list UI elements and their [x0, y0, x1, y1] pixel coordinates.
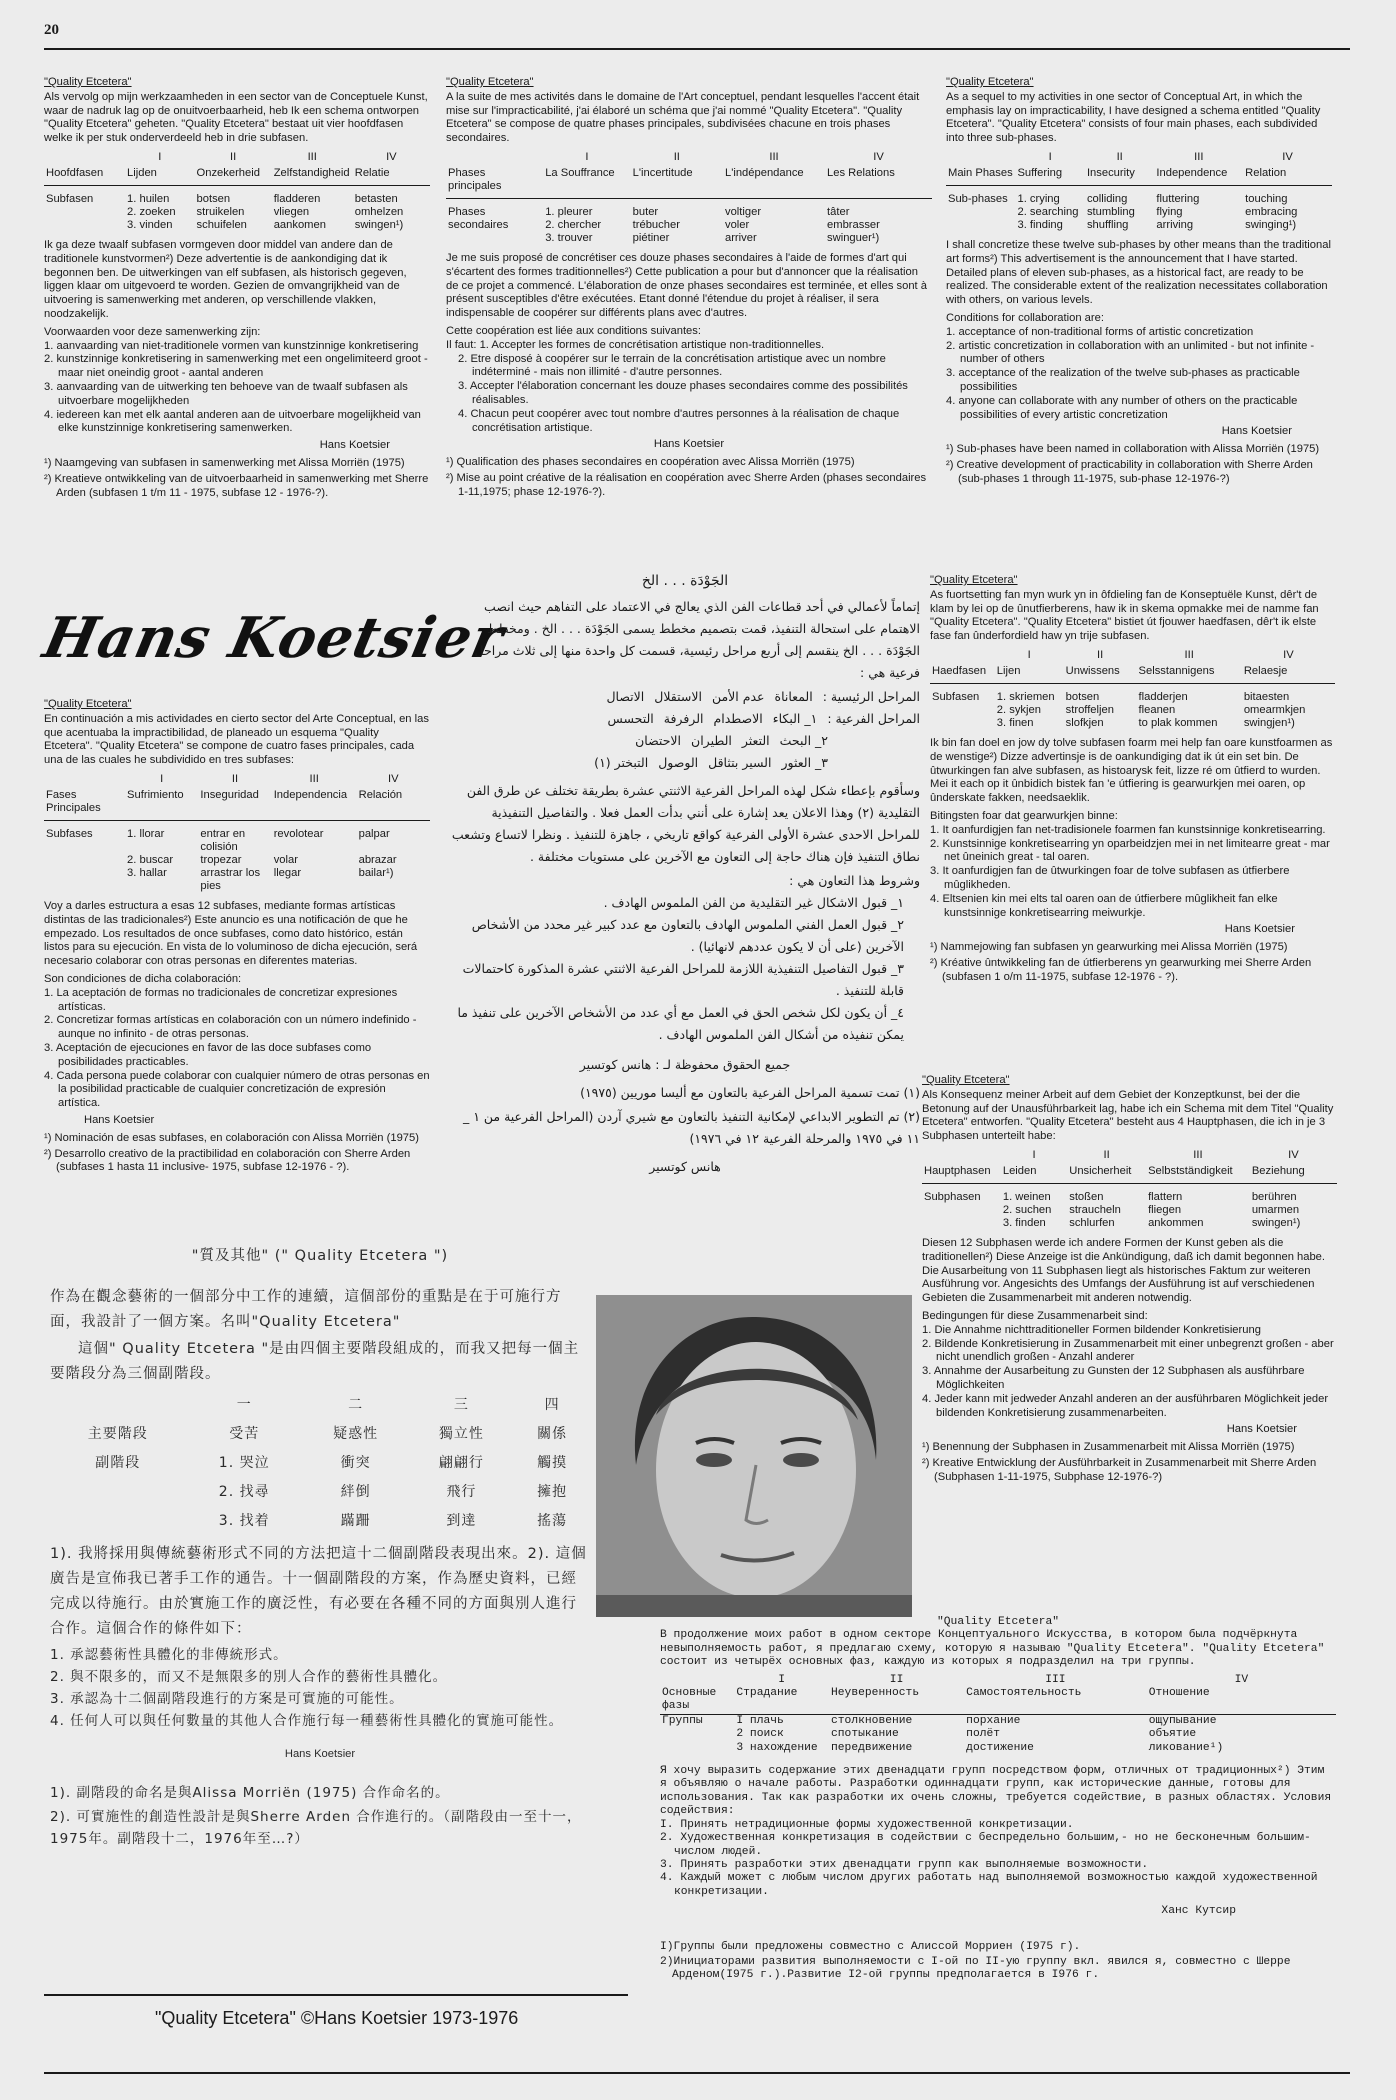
sub-phase: ١_ البكاء — [772, 711, 818, 726]
footnote: (٢) تم التطوير الابداعي لإمكانية التنفيذ بالتعاون مع شيري آردن (المراحل الفرعية من ١ _ ١١ في ١٩٧٥ والمرحلة الفرعية ١٢ في ١٩٧٦) — [462, 1109, 920, 1146]
sub-phases: revolotear volar llegar — [273, 827, 324, 879]
condition: 2. Kunstsinnige konkretisearring yn oparbeidzjen mei in net limitearre great - mar net ûneinich great - tal oaren. — [930, 837, 1330, 864]
portrait-illustration — [596, 1295, 912, 1617]
footnote: 2)Инициаторами развития выполняемости с I-ой по II-ую группу вкл. явился я, совместно с Шерре Арденом(I975 г.).Развитие I2-ой группы предполагается в I976 г. — [660, 1955, 1291, 1982]
main-label: Haedfasen — [930, 665, 995, 684]
phase-table — [44, 151, 430, 232]
section-title: "Quality Etcetera" — [44, 698, 132, 710]
condition: 1. acceptance of non-traditional forms of artistic concretization — [946, 325, 1254, 338]
sub-phases: colliding stumbling shuffling — [1086, 192, 1135, 231]
sub-phases: entrar en colisión tropezar arrastrar los pies — [200, 827, 261, 892]
sub-phases: betasten omhelzen swingen¹) — [354, 192, 404, 231]
sub-phase: السير بتثاقل — [708, 755, 772, 770]
sub-phases: voltiger voler arriver — [724, 205, 762, 244]
phase-table — [922, 1149, 1337, 1230]
intro: В продолжение моих работ в одном секторе Концептуального Искусства, в котором была подчёркнута невыполняемость работ, я предлагаю схему, которую я называю "Quality Etcetera". "Quality Etcetera" состоит из четырёх основных фаз, каждую из которых я подразделил на три группы. — [660, 1629, 1325, 1669]
numeral: I — [778, 1673, 786, 1686]
condition: 4. Jeder kann mit jedweder Anzahl anderen an der ausführbaren Möglichkeit jeder bildenden Konkretisierung zusammenarbeiten. — [922, 1392, 1329, 1419]
main-phase: Самостоятельность — [964, 1687, 1147, 1714]
condition: ١_ قبول الاشكال غير التقليدية من الفن الملموس الهادف . — [603, 895, 904, 910]
condition: 1. 承認藝術性具體化的非傳統形式。 — [50, 1647, 288, 1663]
main-phase: La Souffrance — [543, 167, 630, 199]
signature-script: Hans Koetsier — [37, 605, 510, 671]
numeral: II — [231, 772, 239, 785]
body-text: Voy a darles estructura a esas 12 subfases, mediante formas artísticas distintas de las tradicionales²) Este anuncio es una notificación de que he empezado. Los resultados de once subfases, como dato histórico, están listos para su ejecución. En vista de lo voluminoso de dicha ejecución, será necesario colaborar con otras personas en diferentes materias. — [44, 899, 418, 968]
section-russian — [660, 1616, 1336, 2056]
sub-phase: التحسس — [607, 711, 654, 726]
sub-phases: 1. crying 2. searching 3. finding — [1017, 192, 1079, 231]
main-phase: Lijden — [125, 167, 194, 186]
main-phase: Sufrimiento — [125, 789, 198, 821]
phase-table — [446, 151, 932, 245]
sub-phase: ٣_ العثور — [781, 755, 828, 770]
condition: 1. Die Annahme nichttraditioneller Formen bildender Konkretisierung — [922, 1323, 1261, 1336]
condition: I. Принять нетрадиционные формы художественной конкретизации. — [660, 1818, 1074, 1831]
numeral: I — [1048, 150, 1052, 163]
signature-text: Hans Koetsier — [319, 439, 390, 452]
numeral: 二 — [348, 1397, 364, 1413]
condition: 4. Eltsenien kin mei elts tal oaren oan de útfierbere mûglikheit fan elke kunstsinnige konkretisearring meiwurkje. — [930, 892, 1278, 919]
numeral: III — [1184, 648, 1194, 661]
body-text: Я хочу выразить содержание этих двенадцати групп посредством форм, отличных от традиционных²) Этим я объявляю о начале работы. Разработки одиннадцати групп, как исторические данные, готовы для использования. Так как разработки их очень сложны, требуется содействие, в разных областях. Условия содействия: — [660, 1765, 1332, 1818]
sub-phases: 1. llorar 2. buscar 3. hallar — [127, 827, 174, 879]
footnote: ¹) Benennung der Subphasen in Zusammenarbeit mit Alissa Morriën (1975) — [922, 1441, 1295, 1454]
sub-phase: التعثر — [741, 733, 770, 748]
section-german — [922, 1074, 1337, 1594]
main-phase: المعاناة — [774, 689, 813, 704]
sub-phases: 1. pleurer 2. chercher 3. trouver — [545, 205, 602, 244]
phase-table — [930, 649, 1335, 730]
sub-phase: 衝突 — [340, 1455, 371, 1471]
main-phase: Selsstannigens — [1137, 665, 1242, 684]
main-phase: Отношение — [1147, 1687, 1336, 1714]
main-phase: Leiden — [1001, 1165, 1067, 1184]
sub-phases: 1. skriemen 2. sykjen 3. finen — [996, 690, 1055, 729]
sub-phases-row — [450, 708, 920, 730]
main-phase: Suffering — [1015, 167, 1084, 186]
condition: 3. aanvaarding van de uitwerking ten behoeve van de twaalf subfasen als uitvoerbare mogelijkheden — [44, 380, 408, 407]
body-text: I shall concretize these twelve sub-phases by other means than the traditional art forms²) This advertisement is the announcement that I have started. Detailed plans of eleven sub-phases, as a historical fact, are ready to be realized. The considerable extent of the realization necessitates collaboration with others, on various levels. — [946, 238, 1331, 307]
condition: 3. 承認為十二個副階段進行的方案是可實施的可能性。 — [50, 1691, 404, 1707]
section-title: "質及其他" (" Quality Etcetera ") — [191, 1248, 449, 1264]
numeral: II — [1103, 1148, 1110, 1161]
copyright-footer: "Quality Etcetera" ©Hans Koetsier 1973-1976 — [155, 2008, 519, 2028]
phase-table — [44, 773, 430, 893]
sub-phases: botsen struikelen schuifelen — [196, 192, 247, 231]
intro: En continuación a mis actividades en cierto sector del Arte Conceptual, en las que acentuaba la impractibilidad, de planeado un esquema "Quality Etcetera". "Quality Etcetera" se compone de cuatro fases principales, cada una de las cuales he subdividido en tres subfases: — [44, 712, 429, 767]
section-arabic — [450, 570, 920, 1270]
section-english — [946, 76, 1332, 546]
body-text: Ik bin fan doel en jow dy tolve subfasen foarm mei help fan oare kunstfoarmen as de wenstige²) Dizze advertinsje is de oankundiging dat ik út ein set bin. De ûtwurkingen fan alve subfasen, as histoarysk feit, lizze ré om ûtfierd to wurden. Mei it each op it ûnbidich bistek fan 'e útfiering is gearwurkjen mei oaren, op ûnderskate fakken, needsaeklik. — [930, 736, 1333, 805]
footnote: ²) Creative development of practicability in collaboration with Sherre Arden (sub-phases 1 through 11-1975, sub-phase 12-1976-?) — [946, 458, 1313, 485]
condition: 1. aanvaarding van niet-traditionele vormen van kunstzinnige konkretisering — [44, 339, 419, 352]
footnote: ¹) Nominación de esas subfases, en colaboración con Alissa Morriën (1975) — [44, 1131, 419, 1144]
rights-line: جميع الحقوق محفوظة لـ : هانس كوتسير — [579, 1057, 791, 1072]
sub-phases: ощупывание объятие ликование¹) — [1148, 1714, 1224, 1754]
sub-phases: touching embracing swinging¹) — [1245, 192, 1298, 231]
footnote: ¹) Qualification des phases secondaires en coopération avec Alissa Morriën (1975) — [446, 456, 855, 469]
main-phase: 受苦 — [229, 1426, 260, 1442]
conditions-list — [44, 987, 430, 1111]
intro: As fuortsetting fan myn wurk yn in ôfdieling fan de Konseptuële Kunst, dêr't de klam by lei op de ûnutfierberens, haw ik in skema opmakke mei de namme fan "Quality Etcetera". "Quality Etcetera" bistiet út fjouwer haedfasen, dêr't ik elste fase fan ûnderfordield haw yn trije subfasen. — [930, 588, 1319, 643]
main-phase: Independencia — [272, 789, 357, 821]
conditions-list — [660, 1819, 1336, 1899]
numeral: II — [889, 1673, 904, 1686]
numeral: IV — [386, 150, 397, 163]
sub-phase: 絆倒 — [340, 1484, 371, 1500]
main-label: Phases principales — [446, 167, 543, 199]
numeral: III — [309, 772, 319, 785]
sub-phases: buter trébucher piétiner — [632, 205, 680, 244]
numeral: IV — [1288, 1148, 1299, 1161]
conditions-list — [450, 892, 920, 1046]
condition: 4. Chacun peut coopérer avec tout nombre d'autres personnes à la réalisation de chaque concrétisation artistique. — [458, 407, 900, 434]
intro: As a sequel to my activities in one sector of Conceptual Art, in which the emphasis lay on impracticability, I have designed a schema entitled "Quality Etcetera". "Quality Etcetera" consists of four main phases, each subdivided into three sub-phases. — [946, 90, 1321, 145]
main-phase: L'indépendance — [723, 167, 825, 199]
phase-table — [946, 151, 1332, 232]
sub-phases: palpar abrazar bailar¹) — [358, 827, 397, 879]
body-text: Ik ga deze twaalf subfasen vormgeven door middel van andere dan de traditionele kunstvormen²) Deze advertentie is de aankondiging dat ik begonnen ben. De uitwerkingen van elf subfasen, als historisch gegeven, liggen klaar om uitgevoerd te worden. Gezien de omvangrijkheid van de uitvoering is samenwerking met anderen, op verschillende vlakken, noodzakelijk. — [44, 238, 407, 320]
main-label: 主要階段 — [87, 1426, 148, 1442]
signature-text: Ханс Кутсир — [1161, 1905, 1236, 1918]
section-dutch — [44, 76, 430, 566]
sub-phase: ٢_ البحث — [779, 733, 828, 748]
main-phase: Beziehung — [1250, 1165, 1337, 1184]
sub-phase: 蹣跚 — [340, 1513, 371, 1529]
main-phase: Relación — [357, 789, 430, 821]
numeral: I — [1032, 1148, 1036, 1161]
intro: Als vervolg op mijn werkzaamheden in een sector van de Conceptuele Kunst, waar de nadruk lag op de onuitvoerbaarheid, heb Ik een schema ontworpen "Quality Etcetera" geheten. "Quality Etcetera" bestaat uit vier hoofdfasen welke ik per stuk onderverdeeld heb in drie subfasen. — [44, 90, 428, 145]
footnote: ¹) Sub-phases have been named in collaboration with Alissa Morriën (1975) — [946, 443, 1320, 456]
header-rule — [44, 48, 1350, 50]
condition: 2. artistic concretization in collaboration with an unlimited - but not infinite - number of others — [946, 339, 1315, 366]
sub-phases: столкновение спотыкание передвижение — [830, 1714, 913, 1754]
main-phase: Страдание — [734, 1687, 829, 1714]
main-phase: Неуверенность — [829, 1687, 964, 1714]
footnote: ¹) Nammejowing fan subfasen yn gearwurking mei Alissa Morriën (1975) — [930, 941, 1288, 954]
signature-text: Hans Koetsier — [1224, 923, 1295, 936]
conditions-intro: Bitingsten foar dat gearwurkjen binne: — [930, 809, 1118, 822]
conditions-intro: Conditions for collaboration are: — [946, 311, 1104, 324]
condition: 2. kunstzinnige konkretisering in samenwerking met een ongelimiteerd groot - maar niet oneindig groot - aantal anderen — [44, 353, 428, 380]
condition: 2. Bildende Konkretisierung in Zusammenarbeit mit einer unbegrenzt großen - aber nicht unendlich großen - Anzahl anderer — [922, 1337, 1334, 1364]
body-text: Je me suis proposé de concrétiser ces douze phases secondaires à l'aide de formes d'art qui s'écartent des formes traditionnelles²) Cette publication a pour but d'annoncer que la réalisation de ce projet a commencé. L'élaboration de onze phases secondaires est terminée, et elles sont à présent susceptibles d'être exécutées. Etant donné l'étendue du projet à réaliser, il sera indispensable de coopérer sur différents plans avec d'autres. — [446, 251, 927, 320]
main-phase: الاستقلال — [654, 689, 702, 704]
sub-phase: 1. 哭泣 — [218, 1455, 270, 1471]
main-phase: Selbstständigkeit — [1146, 1165, 1250, 1184]
sub-phases-row — [450, 730, 920, 752]
numeral: IV — [388, 772, 399, 785]
main-phase: Relatie — [353, 167, 430, 186]
numeral: I — [1027, 648, 1031, 661]
footnote: ²) Kreatieve ontwikkeling van de uitvoerbaarheid in samenwerking met Sherre Arden (subfasen 1 t/m 11 - 1975, subfase 12 - 1976-?). — [44, 472, 429, 499]
condition: 2. 與不限多的，而又不是無限多的別人合作的藝術性具體化。 — [50, 1669, 448, 1685]
sub-phase: التبختر (١) — [594, 755, 649, 770]
intro: Als Konsequenz meiner Arbeit auf dem Gebiet der Konzeptkunst, bei der die Betonung auf der Unausführbarkeit lag, habe ich ein Schema mit dem Titel "Quality Etcetera" entworfen. "Quality Etcetera" besteht aus 4 Hauptphasen, die ich in je 3 Subphasen unterteilt habe: — [922, 1088, 1334, 1143]
numeral: I — [585, 150, 589, 163]
footnote: ¹) Naamgeving van subfasen in samenwerking met Alissa Morriën (1975) — [44, 456, 405, 469]
section-title: "Quality Etcetera" — [922, 1074, 1010, 1086]
condition: 3. Принять разработки этих двенадцати групп как выполняемые возможности. — [660, 1858, 1149, 1871]
numeral: III — [769, 150, 779, 163]
sub-phase: الطيران — [691, 733, 732, 748]
main-phases-row — [450, 686, 920, 708]
sub-phase: 飛行 — [446, 1484, 477, 1500]
numeral: 一 — [236, 1397, 252, 1413]
intro: A la suite de mes activités dans le domaine de l'Art conceptuel, pendant lesquelles l'accent était mise sur l'impracticabilité, j'ai élaboré un schéma que j'ai nommé "Quality Etcetera". "Quality Etcetera" se compose de quatre phases principales, subdivisées chacune en trois phases secondaires. — [446, 90, 920, 145]
body-text: Diesen 12 Subphasen werde ich andere Formen der Kunst geben als die traditionellen²) Diese Anzeige ist die Ankündigung, daß ich damit begonnen habe. Die Ausarbeitung von 11 Subphasen liegt als historisches Faktum zur weiteren Ausführung vor. Angesichts des Umfangs der Ausführung ist auf verschiedenen Gebieten die Zusammenarbeit mit anderen notwendig. — [922, 1236, 1326, 1305]
main-phase: عدم الأمن — [711, 689, 765, 704]
numeral: III — [307, 150, 317, 163]
numeral: I — [160, 772, 164, 785]
sub-label: Subfases — [46, 827, 93, 840]
condition: 3. Aceptación de ejecuciones en favor de las doce subfases como posibilidades practicables. — [44, 1041, 372, 1068]
footnote: (١) تمت تسمية المراحل الفرعية بالتعاون مع أليسا موريين (١٩٧٥) — [580, 1085, 920, 1100]
numeral: II — [1096, 648, 1104, 661]
numeral: III — [1193, 1148, 1203, 1161]
signature-text: Hans Koetsier — [84, 1113, 155, 1126]
sub-label: المراحل الفرعية : — [827, 711, 920, 726]
condition: 3. Annahme der Ausarbeitung zu Gunsten der 12 Subphasen als ausführbare Möglichkeiten — [922, 1365, 1305, 1391]
main-phase: 關係 — [537, 1426, 568, 1442]
sub-phases: 1. weinen 2. suchen 3. finden — [1002, 1190, 1052, 1229]
sub-phases: berühren umarmen swingen¹) — [1251, 1190, 1301, 1229]
section-spanish — [44, 698, 430, 1228]
condition: 1. La aceptación de formas no tradicionales de concretizar expresiones artísticas. — [44, 986, 398, 1013]
sub-label: Subfasen — [46, 192, 94, 205]
conditions-list — [50, 1644, 590, 1732]
intro: 這個" Quality Etcetera "是由四個主要階段組成的，而我又把每一個主要階段分為三個副階段。 — [50, 1341, 580, 1382]
conditions-intro: Voorwaarden voor deze samenwerking zijn: — [44, 325, 261, 338]
sub-phase: 擁抱 — [537, 1484, 568, 1500]
sub-phases: stoßen straucheln schlurfen — [1069, 1190, 1121, 1229]
conditions-list — [946, 326, 1332, 423]
footnote: 2). 可實施性的創造性設計是與Sherre Arden 合作進行的。（副階段由一至十一，1975年。副階段十二，1976年至…?） — [50, 1809, 582, 1847]
footnote: ²) Desarrollo creativo de la practibilidad en colaboración con Sherre Arden (subfases 1 hasta 11 inclusive- 1975, subfase 12-1976 - ?). — [44, 1147, 411, 1174]
condition: 2. Художественная конкретизация в содействии с беспредельно большим,- но не бесконечным большим-числом людей. — [660, 1832, 1311, 1858]
sub-phases: fladderjen fleanen to plak kommen — [1138, 690, 1218, 729]
numeral: IV — [873, 150, 884, 163]
numeral: IV — [1234, 1673, 1249, 1686]
condition: 4. Каждый может с любым числом других работать над выполняемой возможностью каждой художественной конкретизации. — [660, 1872, 1318, 1898]
section-title: "Quality Etcetera" — [446, 76, 534, 88]
section-french — [446, 76, 932, 546]
signature-text: هانس كوتسير — [649, 1159, 721, 1174]
sub-phases: fluttering flying arriving — [1156, 192, 1200, 231]
sub-phases: 1. huilen 2. zoeken 3. vinden — [127, 192, 176, 231]
sub-phase: 翩翩行 — [438, 1455, 484, 1471]
sub-phases: fladderen vliegen aankomen — [273, 192, 326, 231]
sub-phases: botsen stroffeljen slofkjen — [1065, 690, 1114, 729]
signature-text: Hans Koetsier — [1221, 425, 1292, 438]
main-label: Hoofdfasen — [44, 167, 125, 186]
numeral: 四 — [544, 1397, 560, 1413]
sub-phase: الاحتضان — [635, 733, 682, 748]
condition: 3. acceptance of the realization of the twelve sub-phases as practicable possibilities — [946, 367, 1300, 393]
section-frisian — [930, 574, 1335, 1064]
conditions-intro: Bedingungen für diese Zusammenarbeit sind: — [922, 1309, 1148, 1322]
signature-text: Hans Koetsier — [284, 1748, 356, 1760]
numeral: II — [230, 150, 237, 163]
main-phase: Zelfstandigheid — [272, 167, 353, 186]
footnote: I)Группы были предложены совместно с Алиссой Морриен (I975 г). — [660, 1940, 1081, 1953]
section-title: "Quality Etcetera" — [946, 76, 1034, 88]
sub-phase: 觸摸 — [537, 1455, 568, 1471]
conditions-intro: Son condiciones de dicha colaboración: — [44, 972, 242, 985]
condition: 2. Concretizar formas artísticas en colaboración con un número indefinido - aunque no infinito - de otras personas. — [44, 1014, 417, 1041]
footnote: 1). 副階段的命名是與Alissa Morriën (1975) 合作命名的。 — [50, 1785, 450, 1801]
section-title: "Quality Etcetera" — [936, 1616, 1060, 1628]
sub-label: Группы — [662, 1714, 703, 1727]
sub-phases: tâter embrasser swinguer¹) — [827, 205, 880, 244]
sub-phase: 2. 找尋 — [218, 1484, 270, 1500]
main-phase: 疑惑性 — [333, 1426, 379, 1442]
main-phase: Relation — [1243, 167, 1332, 186]
condition: 4. iedereen kan met elk aantal anderen aan de uitvoerbare mogelijkheid van elke kunstzinnige konkretisering samenwerken. — [44, 408, 421, 435]
signature-text: Hans Koetsier — [653, 438, 725, 451]
sub-label: Phases secondaires — [448, 205, 509, 231]
footnote: ²) Kreative Entwicklung der Ausführbarkeit in Zusammenarbeit mit Sherre Arden (Subphasen 1-11-1975, Subphase 12-1976-?) — [922, 1456, 1317, 1483]
main-phase: Independence — [1154, 167, 1243, 186]
portrait-photo — [596, 1295, 912, 1617]
intro: 作為在觀念藝術的一個部分中工作的連續，這個部份的重點是在于可施行方面，我設計了一個方案。名叫"Quality Etcetera" — [50, 1289, 562, 1330]
sub-phase: الاصطدام — [713, 711, 763, 726]
phase-table — [50, 1391, 590, 1536]
sub-phase: الوصول — [658, 755, 699, 770]
condition: ٢_ قبول العمل الفني الملموس الهادف بالتعاون مع عدد كبير غير محدد من الأشخاص الآخرين (على أن لا يكون عددهم لانهائيا) . — [471, 917, 904, 954]
main-label: المراحل الرئيسية : — [822, 689, 920, 704]
phase-table — [660, 1674, 1336, 1755]
conditions-intro: وشروط هذا التعاون هي : — [789, 873, 920, 888]
condition: ٣_ قبول التفاصيل التنفيذية اللازمة للمراحل الفرعية الاثنتي عشرة المذكورة كاحتمالات قابلة للتنفيذ . — [462, 961, 904, 998]
main-phase: Insecurity — [1085, 167, 1154, 186]
section-title: "Quality Etcetera" — [930, 574, 1018, 586]
sub-label: Subfasen — [932, 690, 980, 703]
main-phase: Les Relations — [825, 167, 932, 199]
main-label: Main Phases — [946, 167, 1015, 186]
numeral: II — [1116, 150, 1123, 163]
signature-text: Hans Koetsier — [1226, 1423, 1297, 1436]
sub-label: Subphasen — [924, 1190, 981, 1203]
numeral: IV — [1282, 150, 1293, 163]
numeral: I — [158, 150, 162, 163]
numeral: 三 — [453, 1397, 469, 1413]
main-phase: الاتصال — [606, 689, 645, 704]
condition: 1. It oanfurdigjen fan net-tradisionele foarmen fan kunstsinnige konkretisearring. — [930, 823, 1326, 836]
conditions-list — [922, 1324, 1337, 1421]
main-phase: Lijen — [995, 665, 1064, 684]
main-label: Основные фазы — [660, 1687, 734, 1714]
numeral: III — [1045, 1673, 1066, 1686]
handwritten-signature — [37, 595, 510, 680]
main-phase: Onzekerheid — [195, 167, 272, 186]
conditions-list — [44, 340, 430, 437]
sub-phases: bitaesten omearmkjen swingjen¹) — [1243, 690, 1306, 729]
condition: 2. Etre disposé à coopérer sur le terrain de la concrétisation artistique avec un nombre indéterminé - mais non illimité - d'autre personnes. — [458, 352, 886, 379]
conditions-list — [446, 353, 932, 436]
main-phase: Unwissens — [1064, 665, 1137, 684]
main-phase: Inseguridad — [198, 789, 271, 821]
body-text: 1). 我將採用與傳統藝術形式不同的方法把這十二個副階段表現出來。2). 這個廣告是宣佈我已著手工作的通告。十一個副階段的方案，作為歷史資料，已經完成以待施行。由於實施工作的廣泛性，有必要在各種不同的方面與別人進行合作。這個合作的條件如下： — [50, 1546, 587, 1637]
section-chinese — [50, 1244, 590, 1924]
body-text: وسأقوم بإعطاء شكل لهذه المراحل الفرعية الاثنتي عشرة بطريقة تختلف عن طرق الفن التقليدية (٢) وهذا الاعلان يعد إشارة على أنني بدأت العمل فعلا . والتفاصيل التنفيذية للمراحل الاحدى عشرة الأولى الفرعية كواقع تاريخي ، جاهزة للتنفيذ . ونظرا لاتساع وتشعب نطاق التنفيذ فإن هناك حاجة إلى التعاون مع الآخرين على مستويات مختلفة . — [451, 783, 920, 864]
sub-phase: 到達 — [446, 1513, 477, 1529]
condition: 3. Accepter l'élaboration concernant les douze phases secondaires comme des possibilités réalisables. — [458, 380, 908, 406]
main-phase: Relaesje — [1242, 665, 1335, 684]
condition: 3. It oanfurdigjen fan de ûtwurkingen foar de tolve subfasen as útfierbere mûglikheden. — [930, 865, 1290, 891]
main-phase: Unsicherheit — [1067, 1165, 1146, 1184]
section-title: الجَوْدَة . . . الخ — [641, 573, 729, 589]
sub-phases: I плачь 2 поиск 3 нахождение — [736, 1714, 818, 1754]
intro: إتماماً لأعمالي في أحد قطاعات الفن الذي يعالج في الاعتماد على التفاهم حيث انصب الاهتمام على استحالة التنفيذ، قمت بتصميم مخطط يسمى الجَوْدَة . . . الخ . ومخطط الجَوْدَة . . . الخ ينقسم إلى أربع مراحل رئيسية، قسمت كل واحدة منها إلى ثلاث مراحل فرعية هي : — [474, 599, 920, 680]
section-title: "Quality Etcetera" — [44, 76, 132, 88]
sub-phases: порхание полёт достижение — [966, 1714, 1034, 1754]
sub-phases-row — [450, 752, 920, 774]
main-phase: L'incertitude — [631, 167, 723, 199]
footer-rule — [44, 1994, 628, 1996]
page-number: 20 — [44, 22, 59, 38]
numeral: II — [673, 150, 680, 163]
numeral: III — [1194, 150, 1204, 163]
footnote: ²) Kréative ûntwikkeling fan de útfierberens yn gearwurking mei Sherre Arden (subfasen 1 o/m 11-1975, subfase 12-1976 - ?). — [930, 956, 1312, 983]
condition: 4. anyone can collaborate with any number of others on the practicable possibilities of every artistic concretization — [946, 394, 1298, 421]
sub-label: Sub-phases — [948, 192, 1008, 205]
bottom-rule — [44, 2072, 1350, 2074]
condition: ٤_ أن يكون لكل شخص الحق في العمل مع أي عدد من الأشخاص الآخرين على تنفيذ ما يمكن تنفيذه من أشكال الفن الملموس الهادف . — [457, 1005, 904, 1042]
numeral: IV — [1283, 648, 1294, 661]
sub-phase: 搖蕩 — [537, 1513, 568, 1529]
sub-label: 副階段 — [95, 1455, 141, 1471]
main-label: Hauptphasen — [922, 1165, 1001, 1184]
footnote: ²) Mise au point créative de la réalisation en coopération avec Sherre Arden (phases secondaires 1-11,1975; phase 12-1976-?). — [446, 471, 927, 498]
sub-phase: الرفرفة — [663, 711, 704, 726]
condition: 4. Cada persona puede colaborar con cualquier número de otras personas en la posibilidad practicable de cualquier concretización de expresión artística. — [44, 1069, 430, 1110]
main-label: Fases Principales — [44, 789, 125, 821]
conditions-intro: Cette coopération est liée aux conditions suivantes: Il faut: 1. Accepter les formes de concrétisation artistique non-traditionnelles. — [446, 324, 825, 351]
sub-phases: flattern fliegen ankommen — [1148, 1190, 1204, 1229]
main-phase: 獨立性 — [438, 1426, 484, 1442]
sub-phase: 3. 找着 — [218, 1513, 270, 1529]
conditions-list — [930, 824, 1335, 921]
condition: 4. 任何人可以與任何數量的其他人合作施行每一種藝術性具體化的實施可能性。 — [50, 1713, 564, 1729]
